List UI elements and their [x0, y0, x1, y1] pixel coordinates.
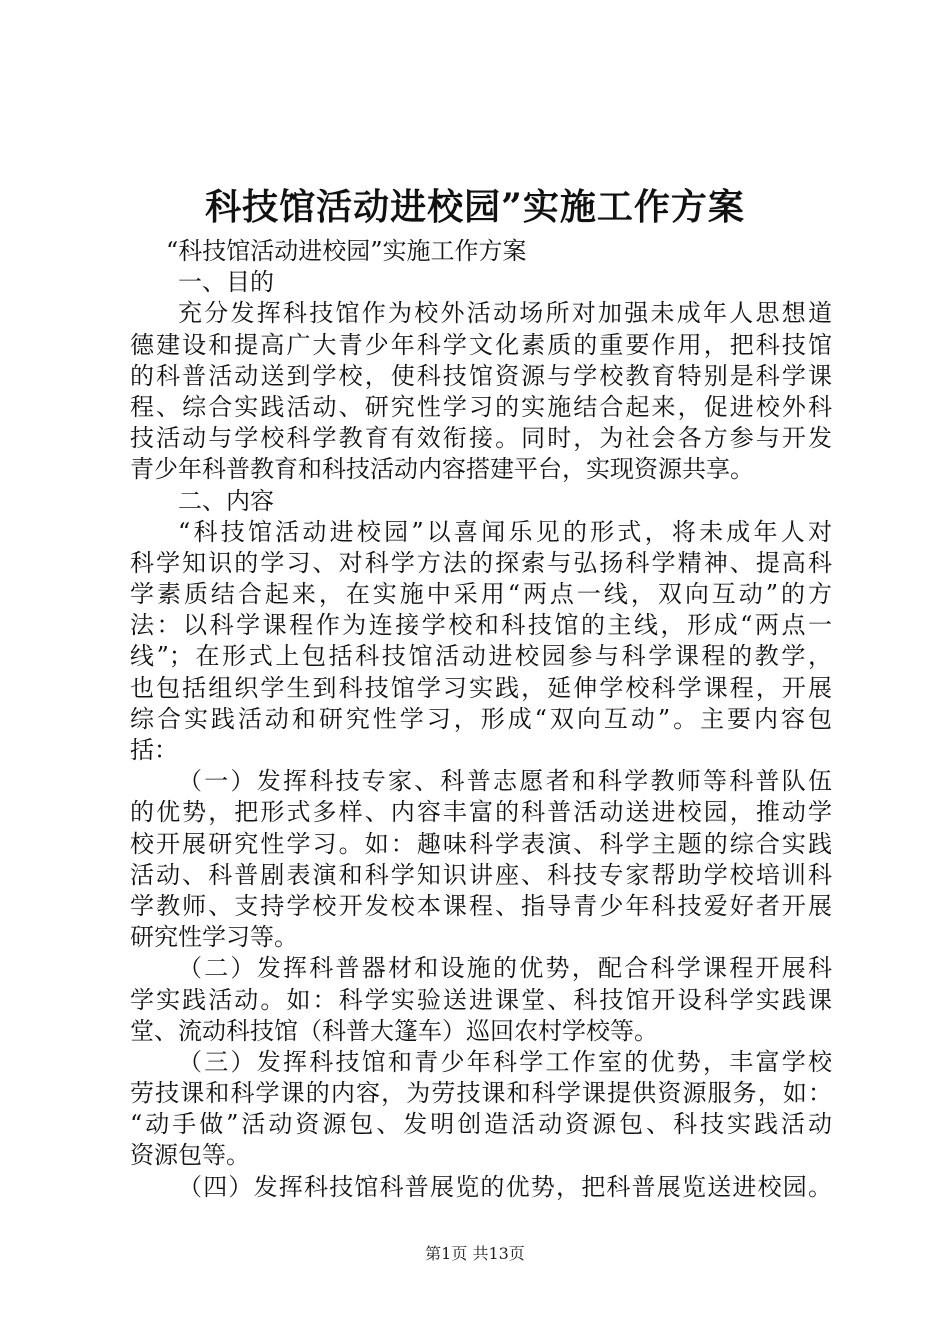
page-footer: 第1页 共13页 [425, 1244, 525, 1263]
paragraph-line: 的科普活动送到学校，使科技馆资源与学校教育特别是科学课 [130, 361, 832, 390]
paragraph-line: 青少年科普教育和科技活动内容搭建平台，实现资源共享。 [130, 455, 754, 484]
list-item-line: 学实践活动。如：科学实验送进课堂、科技馆开设科学实践课 [130, 985, 832, 1014]
list-item-line: 校开展研究性学习。如：趣味科学表演、科学主题的综合实践 [130, 829, 832, 858]
list-item-line: （一）发挥科技专家、科普志愿者和科学教师等科普队伍 [178, 767, 832, 796]
paragraph-line: 德建设和提高广大青少年科学文化素质的重要作用，把科技馆 [130, 330, 832, 359]
document-body [130, 236, 832, 1203]
paragraph-line: 充分发挥科技馆作为校外活动场所对加强未成年人思想道 [178, 299, 832, 328]
list-item-line: 活动、科普剧表演和科学知识讲座、科技专家帮助学校培训科 [130, 860, 832, 889]
list-item-line: 堂、流动科技馆（科普大篷车）巡回农村学校等。 [130, 1016, 658, 1045]
paragraph-line: 学素质结合起来，在实施中采用“两点一线，双向互动”的方 [130, 580, 832, 609]
document-title: 科技馆活动进校园”实施工作方案 [205, 186, 745, 228]
list-item-line: （二）发挥科普器材和设施的优势，配合科学课程开展科 [178, 954, 832, 983]
list-item-line: 研究性学习等。 [130, 923, 298, 952]
subtitle-line: “科技馆活动进校园”实施工作方案 [166, 237, 527, 265]
section-heading-purpose: 一、目的 [178, 268, 274, 297]
list-item-line: 的优势，把形式多样、内容丰富的科普活动送进校园，推动学 [130, 798, 832, 827]
list-item-line: 劳技课和科学课的内容，为劳技课和科学课提供资源服务，如： [130, 1079, 832, 1108]
list-item-line: （三）发挥科技馆和青少年科学工作室的优势，丰富学校 [178, 1047, 832, 1076]
section-heading-content: 二、内容 [178, 486, 274, 515]
paragraph-line: 线”；在形式上包括科技馆活动进校园参与科学课程的教学， [130, 642, 832, 671]
list-item-line: “动手做”活动资源包、发明创造活动资源包、科技实践活动 [130, 1110, 832, 1139]
list-item-line: 学教师、支持学校开发校本课程、指导青少年科技爱好者开展 [130, 891, 832, 920]
list-item-line: （四）发挥科技馆科普展览的优势，把科普展览送进校园。 [178, 1172, 832, 1201]
paragraph-line: 综合实践活动和研究性学习，形成“双向互动”。主要内容包 [130, 704, 832, 733]
paragraph-line: “科技馆活动进校园”以喜闻乐见的形式，将未成年人对 [178, 517, 832, 546]
paragraph-line: 法：以科学课程作为连接学校和科技馆的主线，形成“两点一 [130, 611, 832, 640]
paragraph-line: 也包括组织学生到科技馆学习实践，延伸学校科学课程，开展 [130, 673, 832, 702]
paragraph-line: 科学知识的学习、对科学方法的探索与弘扬科学精神、提高科 [130, 548, 832, 577]
paragraph-line: 括： [130, 736, 178, 764]
list-item-line: 资源包等。 [130, 1141, 250, 1170]
paragraph-line: 技活动与学校科学教育有效衔接。同时，为社会各方参与开发 [130, 424, 832, 453]
paragraph-line: 程、综合实践活动、研究性学习的实施结合起来，促进校外科 [130, 392, 832, 421]
